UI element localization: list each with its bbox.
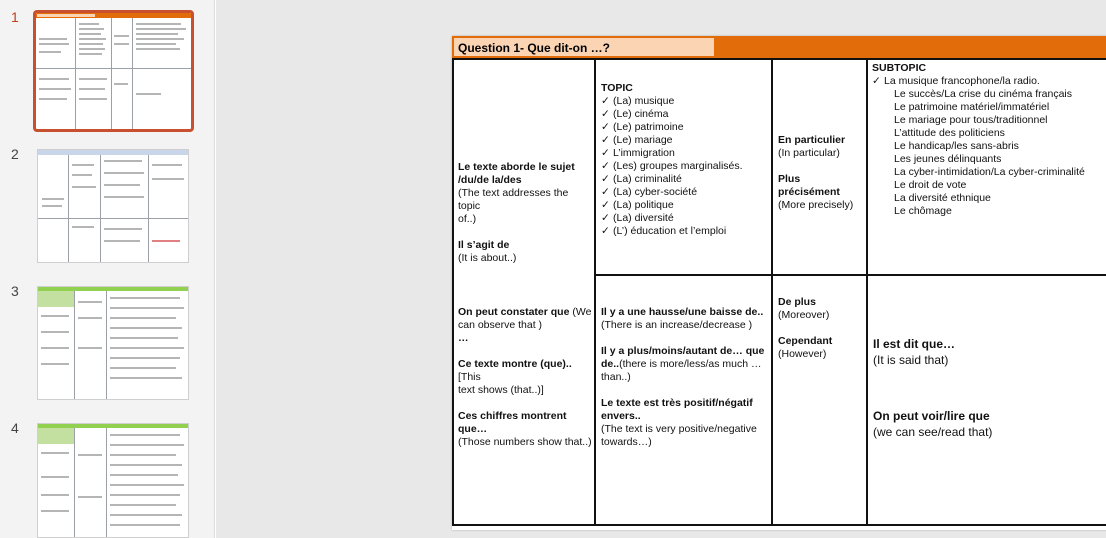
table-border-top <box>452 58 1106 60</box>
table-border-left <box>452 58 454 526</box>
subtopic-item: La cyber-intimidation/La cyber-criminalité <box>894 166 1085 178</box>
topic-item: ✓ L’immigration <box>601 147 675 159</box>
phrase-text: Le texte aborde le sujet <box>458 161 575 173</box>
table-column-divider-1 <box>594 58 596 526</box>
phrase-text: Ces chiffres montrent que… <box>458 410 567 435</box>
slide-thumbnail-pane <box>0 0 215 538</box>
subtopic-heading: SUBTOPIC <box>872 62 927 74</box>
slide-editing-area <box>216 0 1106 538</box>
phrase-text: Il s’agit de <box>458 239 510 251</box>
translation-text: (However) <box>778 348 827 360</box>
check-icon: ✓ <box>601 186 610 198</box>
translation-text: can observe that ) <box>458 319 543 331</box>
topic-item: ✓ (La) musique <box>601 95 675 107</box>
subtopic-item: Le chômage <box>894 205 952 217</box>
phrase-text: Il y a une hausse/une baisse de.. <box>601 306 764 318</box>
phrase-text: Cependant <box>778 335 833 347</box>
translation-text: (It is said that) <box>873 353 949 367</box>
check-icon: ✓ <box>872 75 881 87</box>
table-row-divider <box>595 274 1106 276</box>
translation-text: text shows (that..)] <box>458 384 544 396</box>
check-icon: ✓ <box>601 160 610 172</box>
topic-item: ✓ (L’) éducation et l’emploi <box>601 225 727 237</box>
phrase-text: /du/de la/des <box>458 174 522 186</box>
phrase-text: En particulier <box>778 134 846 146</box>
subtopic-item: La diversité ethnique <box>894 192 991 204</box>
translation-text: (More precisely) <box>778 199 854 211</box>
subtopic-item: ✓ La musique francophone/la radio. <box>872 75 1040 87</box>
cell-topic-list[interactable] <box>601 82 769 238</box>
subtopic-item: L’attitude des politiciens <box>894 127 1005 139</box>
check-icon: ✓ <box>601 121 610 133</box>
subtopic-item: Le mariage pour tous/traditionnel <box>894 114 1048 126</box>
topic-item: ✓ (Le) cinéma <box>601 108 669 120</box>
subtopic-item: Le handicap/les sans-abris <box>894 140 1019 152</box>
slide-number-4: 4 <box>11 420 19 436</box>
phrase-text: Il y a plus/moins/autant de… que <box>601 345 765 357</box>
slide-thumbnail-2[interactable] <box>37 149 189 263</box>
slide-canvas[interactable] <box>452 36 1106 530</box>
cell-topic-intro[interactable] <box>458 161 592 265</box>
subtopic-item: Le droit de vote <box>894 179 967 191</box>
ellipsis-text: … <box>458 332 469 344</box>
translation-text: (The text is very positive/negative <box>601 423 757 435</box>
subtopic-item: Le patrimoine matériel/immatériel <box>894 101 1050 113</box>
topic-item: ✓ (Les) groupes marginalisés. <box>601 160 743 172</box>
cell-reporting-phrases[interactable] <box>873 336 1106 440</box>
topic-item: ✓ (Le) mariage <box>601 134 673 146</box>
cell-subtopic-list[interactable] <box>872 62 1106 218</box>
slide-number-1: 1 <box>11 9 19 25</box>
slide-number-2: 2 <box>11 146 19 162</box>
phrase-text: Ce texte montre (que)..[This <box>458 358 572 383</box>
topic-item: ✓ (La) criminalité <box>601 173 682 185</box>
subtopic-item: Les jeunes délinquants <box>894 153 1002 165</box>
check-icon: ✓ <box>601 199 610 211</box>
check-icon: ✓ <box>601 173 610 185</box>
check-icon: ✓ <box>601 212 610 224</box>
slide-title[interactable]: Question 1- Que dit-on …? <box>458 41 610 55</box>
phrase-text: On peut voir/lire que <box>873 409 990 423</box>
check-icon: ✓ <box>601 225 610 237</box>
topic-item: ✓ (Le) patrimoine <box>601 121 684 133</box>
translation-text: (Moreover) <box>778 309 830 321</box>
slide-thumbnail-1[interactable] <box>33 10 194 132</box>
phrase-text: de..(there is more/less/as much … <box>601 358 762 370</box>
slide-number-3: 3 <box>11 283 19 299</box>
phrase-text: Il est dit que… <box>873 337 956 351</box>
translation-text: (Those numbers show that..) <box>458 436 592 448</box>
cell-connectors[interactable] <box>778 296 864 361</box>
check-icon: ✓ <box>601 108 610 120</box>
phrase-text: On peut constater que (We <box>458 306 592 318</box>
check-icon: ✓ <box>601 147 610 159</box>
slide-thumbnail-4[interactable] <box>37 423 189 538</box>
topic-item: ✓ (La) politique <box>601 199 674 211</box>
translation-text: of..) <box>458 213 477 225</box>
translation-text: towards…) <box>601 436 652 448</box>
cell-observation-phrases[interactable] <box>458 306 592 449</box>
topic-heading: TOPIC <box>601 82 633 94</box>
cell-precision[interactable] <box>778 134 864 212</box>
translation-text: (In particular) <box>778 147 840 159</box>
check-icon: ✓ <box>601 95 610 107</box>
subtopic-item: Le succès/La crise du cinéma français <box>894 88 1073 100</box>
table-column-divider-2 <box>771 58 773 526</box>
check-icon: ✓ <box>601 134 610 146</box>
phrase-text: Plus précisément <box>778 173 840 198</box>
phrase-text: Le texte est très positif/négatif <box>601 397 753 409</box>
translation-text: than..) <box>601 371 631 383</box>
table-column-divider-3 <box>866 58 868 526</box>
translation-text: (we can see/read that) <box>873 425 993 439</box>
topic-item: ✓ (La) diversité <box>601 212 674 224</box>
translation-text: (The text addresses the topic <box>458 187 569 212</box>
phrase-text: De plus <box>778 296 816 308</box>
slide-thumbnail-3[interactable] <box>37 286 189 400</box>
phrase-text: envers.. <box>601 410 641 422</box>
translation-text: (There is an increase/decrease ) <box>601 319 753 331</box>
topic-item: ✓ (La) cyber-société <box>601 186 698 198</box>
table-border-bottom <box>452 524 1106 526</box>
translation-text: (It is about..) <box>458 252 517 264</box>
cell-trend-phrases[interactable] <box>601 306 769 449</box>
